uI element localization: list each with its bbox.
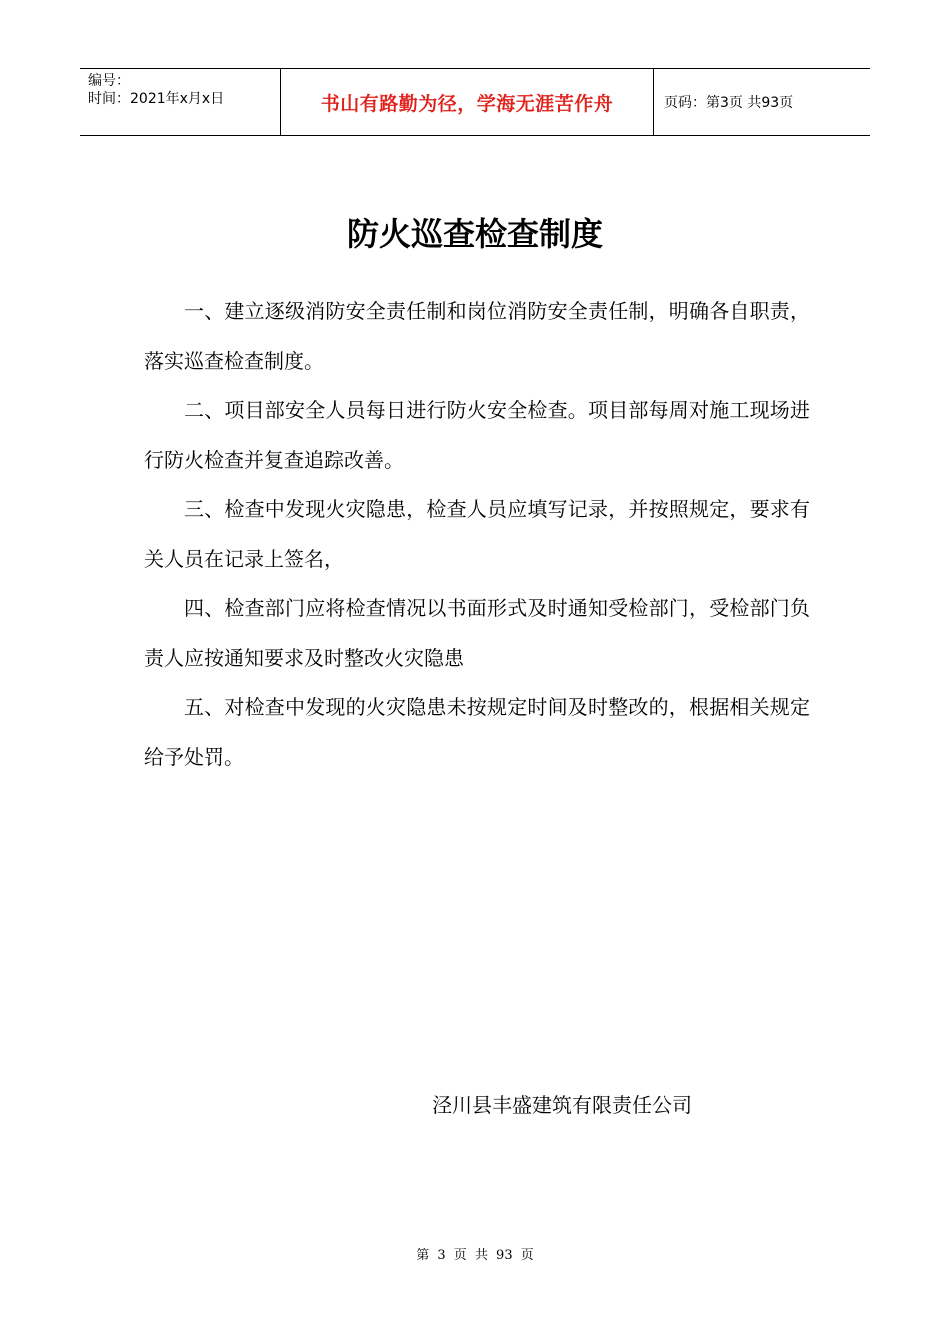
document-title: 防火巡查检查制度 [346, 215, 603, 253]
paragraph-3: 三、检查中发现火灾隐患，检查人员应填写记录，并按照规定，要求有关人员在记录上签名， [144, 497, 810, 571]
paragraph-5: 五、对检查中发现的火灾隐患未按规定时间及时整改的，根据相关规定给予处罚。 [144, 695, 810, 769]
header-page-info: 页码：第3页 共93页 [664, 95, 794, 111]
paragraph-2: 二、项目部安全人员每日进行防火安全检查。项目部每周对施工现场进行防火检查并复查追踪改善。 [144, 398, 810, 472]
document-header [80, 68, 870, 136]
header-meta-cell [80, 69, 281, 135]
paragraph-4: 四、检查部门应将检查情况以书面形式及时通知受检部门，受检部门负责人应按通知要求及时整改火灾隐患 [144, 596, 810, 670]
document-number-label: 编号： [88, 73, 130, 89]
document-date: 时间：2021年x月x日 [88, 91, 225, 107]
company-signature: 泾川县丰盛建筑有限责任公司 [432, 1093, 692, 1117]
paragraph-1: 一、建立逐级消防安全责任制和岗位消防安全责任制，明确各自职责，落实巡查检查制度。 [144, 299, 810, 373]
document-body [144, 287, 810, 782]
page-footer: 第 3 页 共 93 页 [416, 1248, 534, 1263]
header-motto: 书山有路勤为径，学海无涯苦作舟 [281, 69, 654, 135]
